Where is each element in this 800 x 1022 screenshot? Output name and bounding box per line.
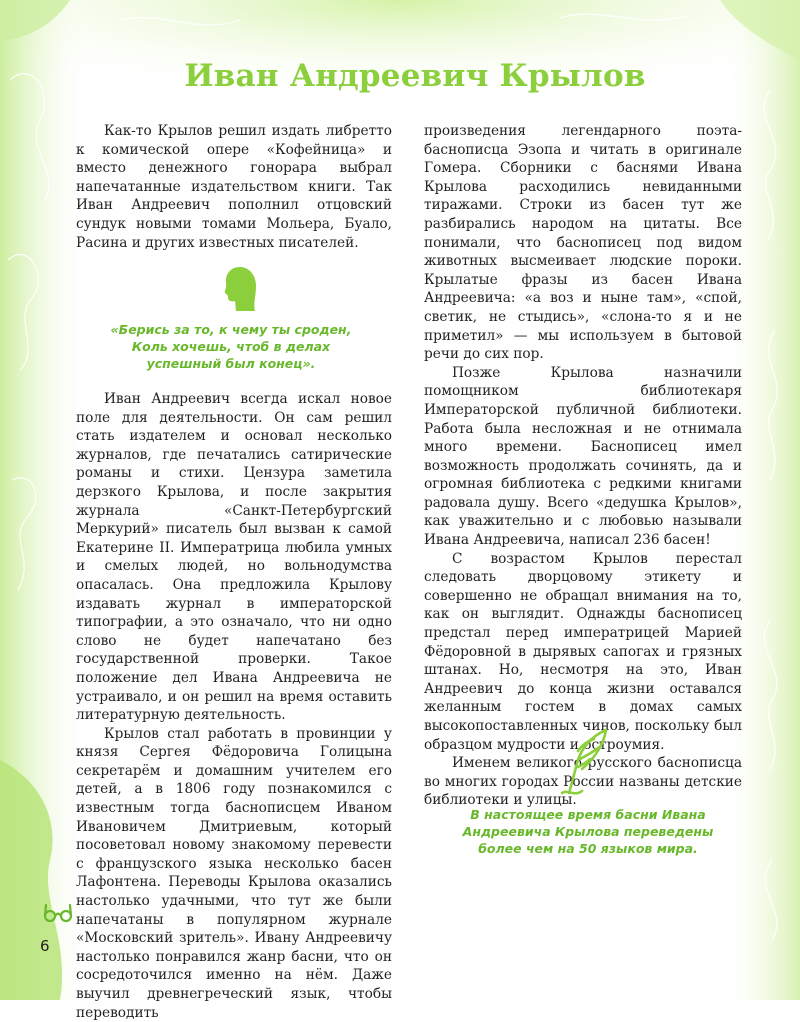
- fact-callout: [452, 806, 724, 857]
- column-1-bottom: [76, 390, 392, 1022]
- quote-line: «Берись за то, к чему ты сроден,: [110, 322, 352, 337]
- quill-feather-icon: [560, 727, 612, 799]
- paragraph: Именем великого русского баснописца во многих городах России названы детские библиотеки и улицы.: [424, 755, 742, 809]
- column-1-top: [76, 122, 392, 252]
- paragraph: С возрастом Крылов перестал следовать дворцовому этикету и совершенно не обращал внимания на то, как он выглядит. Однажды баснописец предстал перед императрицей Марией Фёдоровной в дырявых сапогах и грязных штанах. Но, несмотря на это, Иван Андреевич до конца жизни оставался желанным гостем в домах самых высокопоставленных чинов, поскольку был образцом мудрости и остроумия.: [424, 550, 742, 753]
- quote-line: Коль хочешь, чтоб в делах: [131, 339, 331, 354]
- glasses-icon: [42, 902, 74, 924]
- callout-line: Андреевича Крылова переведены: [462, 824, 714, 839]
- paragraph: Позже Крылова назначили помощником библиотекаря Императорской публичной библиотеки. Работа была несложная и не отнимала много времени. Баснописец имел возможность продолжать сочинять, да и огромная библиотека с редкими книгами радовала душу. Всего «дедушка Крылов», как уважительно и с любовью называли Ивана Андреевича, написал 236 басен!: [424, 364, 742, 549]
- paragraph: Как-то Крылов решил издать либретто к комической опере «Кофейница» и вместо денежного гонорара выбрал напечатанные издательством книги. Так Иван Андреевич пополнил отцовский сундук новыми томами Мольера, Буало, Расина и других известных писателей.: [76, 123, 392, 251]
- paragraph: Иван Андреевич всегда искал новое поле для деятельности. Он сам решил стать издателем и основал несколько журналов, где печатались сатирические романы и стихи. Цензура заметила дерзкого Крылова, и после закрытия журнала «Санкт-Петербургский Меркурий» писатель был вызван к самой Екатерине II. Императрица любила умных и смелых людей, но вольнодумства опасалась. Она предложила Крылову издавать журнал в императорской типографии, а это означало, что ни одно слово не будет напечатано без государственной проверки. Такое положение дел Ивана Андреевича не устраивало, и он решил на время оставить литературную деятельность.: [76, 391, 392, 724]
- callout-line: В настоящее время басни Ивана: [470, 807, 706, 822]
- paragraph: произведения легендарного поэта-баснописца Эзопа и читать в оригинале Гомера. Сборники с баснями Ивана Крылова расходились невиданными тиражами. Строки из басен тут же разбирались народом на цитаты. Все понимали, что баснописец под видом животных высмеивает людские пороки. Крылатые фразы из басен Ивана Андреевича: «а воз и ныне там», «спой, светик, не стыдись», «слона-то я и не приметил» — мы используем в бытовой речи до сих пор.: [424, 123, 742, 363]
- column-2: [424, 122, 742, 810]
- quote-line: успешный был конец».: [146, 356, 316, 371]
- quote-krylov: [96, 321, 366, 372]
- page-number: 6: [40, 937, 50, 955]
- page-title: Иван Андреевич Крылов: [184, 58, 646, 94]
- paragraph: Крылов стал работать в провинции у князя Сергея Фёдоровича Голицына секретарём и домашним учителем его детей, а в 1806 году познакомился с известным тогда баснописцем Иваном Ивановичем Дмитриевым, который посоветовал новому знакомому перевести с французского языка несколько басен Лафонтена. Переводы Крылова оказались настолько удачными, что тут же были напечатаны в популярном журнале «Московский зритель». Ивану Андреевичу настолько понравился жанр басни, что он сосредоточился именно на нём. Даже выучил древнегреческий язык, чтобы переводить: [76, 725, 392, 1021]
- callout-line: более чем на 50 языков мира.: [478, 841, 698, 856]
- head-silhouette-icon: [222, 266, 258, 312]
